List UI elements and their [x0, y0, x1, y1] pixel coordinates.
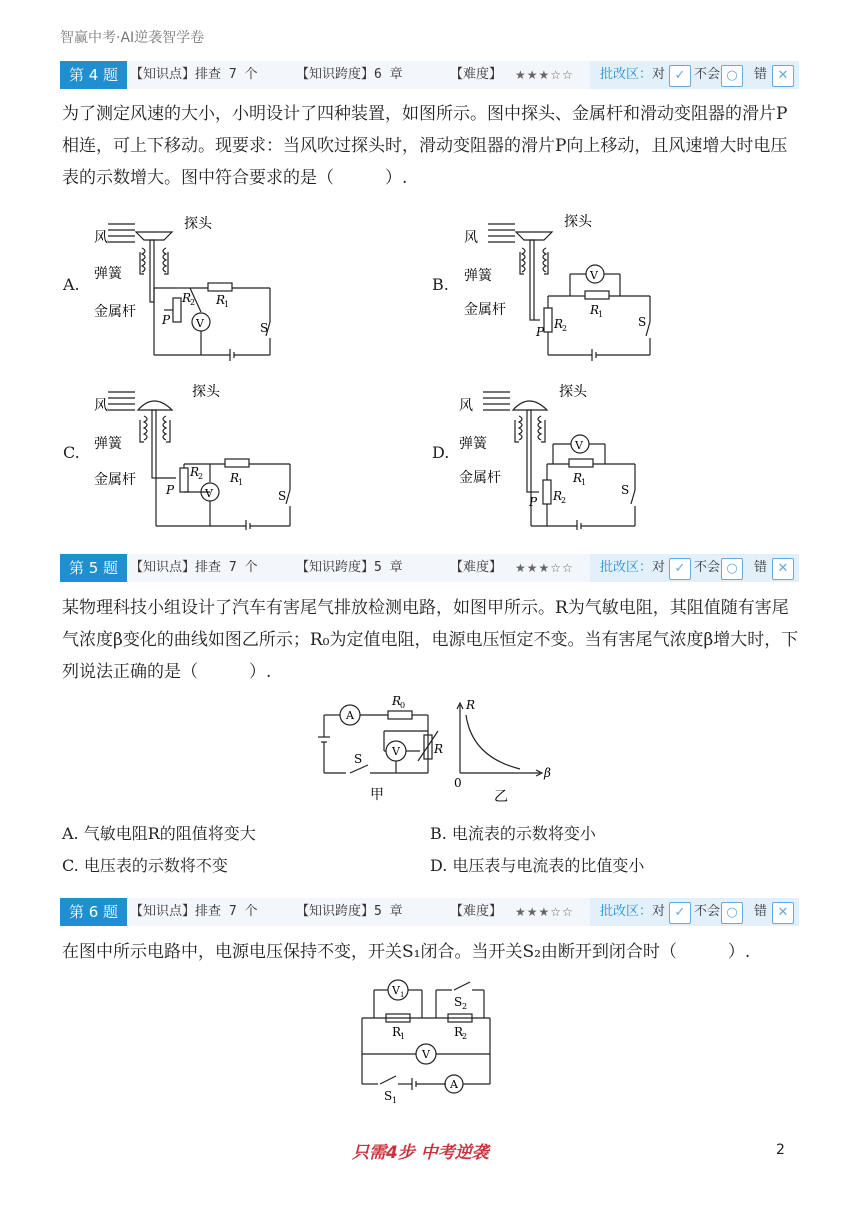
grading-area: [590, 61, 799, 89]
correct-checkbox[interactable]: ✓: [669, 902, 691, 924]
r1-label: R: [230, 471, 240, 485]
r1-subscript: 1: [238, 478, 244, 487]
option-d: D. 电压表与电流表的比值变小: [430, 856, 645, 875]
r0-subscript: 0: [400, 701, 406, 710]
r1-subscript: 1: [400, 1032, 406, 1041]
r1-label: R: [392, 1025, 402, 1039]
difficulty-label: 【难度】: [450, 560, 503, 575]
question-4-text: 为了测定风速的大小，小明设计了四种装置，如图所示。图中探头、金属杆和滑动变阻器的滑片P相连，可上下移动。现要求：当风吹过探头时，滑动变阻器的滑片P向上移动，且风速增大时电压表的示数增大。图中符合要求的是（ ）.: [62, 104, 788, 188]
correct-label: 对: [652, 67, 666, 82]
ammeter-label: A: [346, 709, 354, 722]
grading-label: 批改区：: [600, 67, 653, 82]
unknown-label: 不会: [694, 560, 721, 575]
probe-label: 探头: [192, 384, 220, 400]
footer-slogan: 只需4步 中考逆袭: [352, 1143, 489, 1163]
r2-label: R: [454, 1025, 464, 1039]
r2-subscript: 2: [198, 472, 204, 481]
spring-label: 弹簧: [459, 436, 487, 452]
knowledge-points: 【知识点】排查 7 个: [130, 67, 258, 82]
question-5-text: 某物理科技小组设计了汽车有害尾气排放检测电路，如图甲所示。R为气敏电阻，其阻值随有害尾气浓度β变化的曲线如图乙所示；R₀为定值电阻，电源电压恒定不变。当有害尾气浓度β增大时，下列说法正确的是（ ）.: [62, 598, 799, 682]
difficulty-label: 【难度】: [450, 67, 503, 82]
question-number: 第 6 题: [60, 898, 127, 926]
r2-subscript: 2: [562, 324, 568, 333]
r1-label: R: [573, 471, 583, 485]
probe-label: 探头: [184, 216, 212, 232]
r2-subscript: 2: [462, 1032, 468, 1041]
r1-subscript: 1: [598, 310, 604, 319]
diagram-q6: [350, 974, 500, 1104]
difficulty-stars: ★★★☆☆: [515, 68, 574, 82]
graph-origin-label: 0: [454, 776, 462, 790]
question-6-bar: [60, 898, 799, 926]
wind-label: 风: [464, 230, 478, 246]
unknown-label: 不会: [694, 67, 721, 82]
diagram-a: [80, 212, 290, 362]
voltmeter-label: V: [196, 317, 204, 330]
knowledge-points: 【知识点】排查 7 个: [130, 560, 258, 575]
probe-label: 探头: [564, 214, 592, 230]
wrong-label: 错: [754, 67, 768, 82]
r2-subscript: 2: [561, 496, 567, 505]
switch-label: S: [638, 315, 647, 329]
spring-label: 弹簧: [464, 268, 492, 284]
option-c: C. 电压表的示数将不变: [62, 856, 228, 875]
unknown-checkbox[interactable]: ○: [721, 558, 743, 580]
r2-subscript: 2: [190, 298, 196, 307]
wrong-checkbox[interactable]: ✕: [772, 902, 794, 924]
voltmeter-label: V: [392, 745, 400, 758]
option-b: B. 电流表的示数将变小: [430, 824, 596, 843]
question-4-bar: [60, 61, 799, 89]
figure-jia-label: 甲: [370, 787, 384, 803]
rod-label: 金属杆: [459, 470, 501, 486]
switch-s1-label: S: [384, 1089, 393, 1103]
unknown-label: 不会: [694, 904, 721, 919]
diagram-q5: [310, 695, 560, 810]
switch-label: S: [278, 489, 287, 503]
spring-label: 弹簧: [94, 436, 122, 452]
wrong-checkbox[interactable]: ✕: [772, 558, 794, 580]
r2-label: R: [553, 489, 563, 503]
voltmeter-label: V: [575, 439, 583, 452]
r2-label: R: [554, 317, 564, 331]
slider-p-label: P: [529, 495, 538, 509]
diagram-d: [455, 380, 675, 530]
question-5-bar: [60, 554, 799, 582]
question-number: 第 5 题: [60, 554, 127, 582]
rod-label: 金属杆: [464, 302, 506, 318]
correct-label: 对: [652, 904, 666, 919]
difficulty-label: 【难度】: [450, 904, 503, 919]
question-6-text: 在图中所示电路中，电源电压保持不变，开关S₁闭合。当开关S₂由断开到闭合时（ ）.: [62, 942, 751, 962]
voltmeter-label: V: [205, 487, 213, 500]
r1-subscript: 1: [581, 478, 587, 487]
r2-label: R: [182, 291, 192, 305]
ammeter-label: A: [450, 1078, 458, 1091]
voltmeter-v-label: V: [422, 1048, 430, 1061]
wind-label: 风: [94, 230, 108, 246]
page-header: 智赢中考·AI逆袭智学卷: [60, 30, 205, 46]
r1-subscript: 1: [224, 300, 230, 309]
s1-subscript: 1: [392, 1096, 398, 1104]
wind-label: 风: [459, 398, 473, 414]
figure-yi-label: 乙: [494, 789, 508, 805]
switch-label: S: [621, 483, 630, 497]
page-number: 2: [776, 1142, 785, 1158]
unknown-checkbox[interactable]: ○: [721, 902, 743, 924]
slider-p-label: P: [162, 313, 171, 327]
r0-label: R: [392, 695, 402, 708]
question-number: 第 4 题: [60, 61, 127, 89]
correct-label: 对: [652, 560, 666, 575]
voltmeter-v1-label: V: [392, 984, 400, 997]
switch-label: S: [354, 752, 363, 766]
option-b-label: B.: [432, 275, 449, 294]
rod-label: 金属杆: [94, 304, 136, 320]
r2-label: R: [190, 465, 200, 479]
grading-area: [590, 554, 799, 582]
s2-subscript: 2: [462, 1002, 468, 1011]
probe-label: 探头: [559, 384, 587, 400]
knowledge-span: 【知识跨度】5 章: [296, 560, 403, 575]
option-a: A. 气敏电阻R的阻值将变大: [62, 824, 256, 843]
wrong-label: 错: [754, 560, 768, 575]
option-a-label: A.: [63, 275, 80, 294]
wind-label: 风: [94, 398, 108, 414]
switch-label: S: [260, 321, 269, 335]
graph-y-axis-label: R: [466, 698, 476, 712]
difficulty-stars: ★★★☆☆: [515, 561, 574, 575]
voltmeter-label: V: [590, 269, 598, 282]
switch-s2-label: S: [454, 995, 463, 1009]
correct-checkbox[interactable]: ✓: [669, 65, 691, 87]
knowledge-points: 【知识点】排查 7 个: [130, 904, 258, 919]
option-c-label: C.: [63, 443, 80, 462]
graph-x-axis-label: β: [544, 766, 551, 780]
grading-label: 批改区：: [600, 904, 653, 919]
spring-label: 弹簧: [94, 266, 122, 282]
knowledge-span: 【知识跨度】5 章: [296, 904, 403, 919]
v1-subscript: 1: [400, 991, 405, 999]
wrong-checkbox[interactable]: ✕: [772, 65, 794, 87]
correct-checkbox[interactable]: ✓: [669, 558, 691, 580]
r1-label: R: [590, 303, 600, 317]
wrong-label: 错: [754, 904, 768, 919]
difficulty-stars: ★★★☆☆: [515, 905, 574, 919]
r1-label: R: [216, 293, 226, 307]
option-d-label: D.: [432, 443, 450, 462]
grading-label: 批改区：: [600, 560, 653, 575]
knowledge-span: 【知识跨度】6 章: [296, 67, 403, 82]
gas-resistor-label: R: [434, 742, 444, 756]
diagram-c: [80, 380, 300, 530]
slider-p-label: P: [166, 483, 175, 497]
diagram-b: [460, 212, 680, 362]
rod-label: 金属杆: [94, 472, 136, 488]
grading-area: [590, 898, 799, 926]
unknown-checkbox[interactable]: ○: [721, 65, 743, 87]
slider-p-label: P: [536, 325, 545, 339]
